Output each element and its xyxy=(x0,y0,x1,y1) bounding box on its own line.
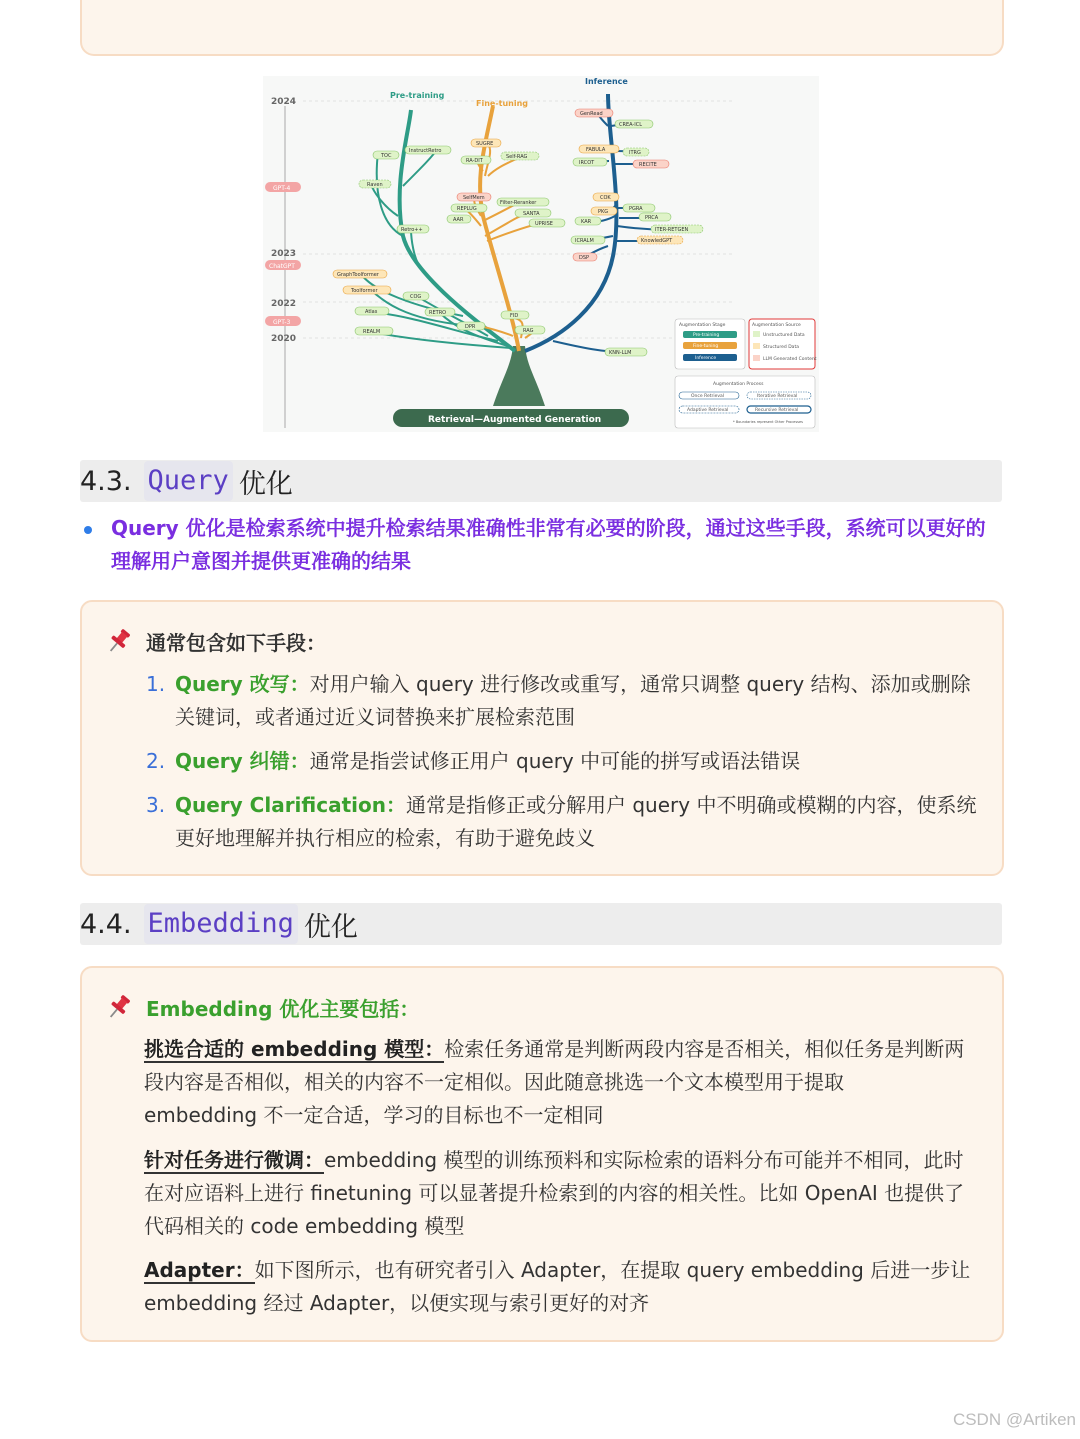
svg-text:Toolformer: Toolformer xyxy=(351,288,378,294)
year-2024: 2024 xyxy=(271,97,297,107)
svg-text:Iterative Retrieval: Iterative Retrieval xyxy=(757,394,798,399)
callout-title: 通常包含如下手段： xyxy=(146,630,326,655)
section-title-suffix: 优化 xyxy=(303,911,358,943)
svg-text:KNN-LLM: KNN-LLM xyxy=(609,350,632,356)
badge-gpt4: GPT-4 xyxy=(273,185,291,192)
svg-text:GraphToolformer: GraphToolformer xyxy=(337,272,379,278)
item-label: Query 改写： xyxy=(175,672,310,696)
para-line-1: 如下图所示，也有研究者引入 Adapter，在提取 query embedding 后进一步让 xyxy=(254,1258,971,1282)
node-knowledgpt xyxy=(637,236,683,244)
list-number: 3. xyxy=(146,793,166,817)
node-itrg xyxy=(623,148,649,156)
svg-text:Augmentation Stage: Augmentation Stage xyxy=(679,323,726,328)
embedding-paragraph xyxy=(144,1033,984,1132)
svg-text:Structured Data: Structured Data xyxy=(763,345,799,350)
node-radit xyxy=(461,156,491,164)
node-selfmem xyxy=(457,193,491,201)
svg-text:RA-DIT: RA-DIT xyxy=(466,158,483,164)
node-raven xyxy=(359,180,391,188)
node-icralm xyxy=(571,236,605,244)
node-dsp xyxy=(573,253,597,261)
para-line-2: embedding 经过 Adapter，以便实现与索引更好的对齐 xyxy=(144,1291,650,1315)
section-number: 4.3. xyxy=(80,465,132,497)
item-text-2: 关键词，或者通过近义词替换来扩展检索范围 xyxy=(175,705,575,729)
node-ircot xyxy=(573,158,607,166)
svg-text:Self-RAG: Self-RAG xyxy=(506,154,528,160)
item-text-1: 通常是指尝试修正用户 query 中可能的拼写或语法错误 xyxy=(309,749,801,773)
legend-source xyxy=(749,319,817,369)
para-lead: 挑选合适的 embedding 模型： xyxy=(144,1037,445,1061)
svg-text:RETRO: RETRO xyxy=(429,310,447,316)
svg-text:Recursive Retrieval: Recursive Retrieval xyxy=(755,408,799,413)
node-cok xyxy=(593,193,619,201)
year-2023: 2023 xyxy=(271,249,297,259)
svg-text:* Boundaries represent Other P: * Boundaries represent Other Processes xyxy=(733,420,803,424)
para-line-1: embedding 模型的训练预料和实际检索的语料分布可能并不相同，此时 xyxy=(324,1148,964,1172)
svg-text:RECITE: RECITE xyxy=(639,162,657,168)
svg-text:PRCA: PRCA xyxy=(645,215,659,221)
node-toc xyxy=(373,151,399,159)
svg-text:Augmentation Source: Augmentation Source xyxy=(752,323,801,328)
svg-text:SelfMem: SelfMem xyxy=(463,195,485,201)
node-genread xyxy=(575,109,613,117)
label-pretraining: Pre-training xyxy=(390,91,445,100)
svg-text:ICRALM: ICRALM xyxy=(575,238,594,244)
callout-title: Embedding 优化主要包括： xyxy=(146,996,420,1021)
node-selfrag xyxy=(501,152,539,160)
para-line-2: 段内容是否相似，相关的内容不一定相似。因此随意挑选一个文本模型用于提取 xyxy=(144,1070,844,1094)
rag-tree-figure xyxy=(263,76,819,432)
svg-text:SANTA: SANTA xyxy=(523,211,540,217)
svg-text:PGRA: PGRA xyxy=(629,206,643,212)
svg-text:TOC: TOC xyxy=(381,153,392,159)
svg-text:InstructRetro: InstructRetro xyxy=(409,148,442,154)
svg-text:Augmentation Process: Augmentation Process xyxy=(713,382,764,387)
svg-text:Once Retrieval: Once Retrieval xyxy=(691,394,725,399)
watermark: CSDN @Artiken xyxy=(952,1410,1076,1429)
query-intro-bullet xyxy=(84,512,1004,578)
callout-header xyxy=(104,626,326,656)
node-aar xyxy=(447,215,471,223)
node-retro xyxy=(425,308,455,316)
svg-text:Raven: Raven xyxy=(367,182,383,188)
svg-text:ITER-RETGEN: ITER-RETGEN xyxy=(655,227,689,233)
section-number: 4.4. xyxy=(80,908,132,940)
item-label: Query Clarification： xyxy=(175,793,406,817)
node-sugre xyxy=(471,139,501,147)
embedding-paragraph xyxy=(144,1254,984,1320)
legend-process xyxy=(675,376,815,428)
node-retropp xyxy=(397,225,429,233)
node-kar xyxy=(575,217,601,225)
svg-text:DPR: DPR xyxy=(465,324,476,330)
svg-text:REALM: REALM xyxy=(363,329,381,335)
node-fid xyxy=(501,311,529,319)
node-uprise xyxy=(529,219,565,227)
svg-text:FABULA: FABULA xyxy=(586,147,606,153)
svg-text:Fine-tuning: Fine-tuning xyxy=(693,344,719,349)
svg-text:COK: COK xyxy=(600,195,611,201)
svg-text:Unstructured Data: Unstructured Data xyxy=(763,333,805,338)
svg-text:AAR: AAR xyxy=(453,217,464,223)
list-number: 2. xyxy=(146,749,166,773)
inline-code: Embedding xyxy=(144,904,298,944)
node-replug xyxy=(451,204,487,212)
list-item xyxy=(146,745,986,778)
para-line-3: 代码相关的 code embedding 模型 xyxy=(144,1214,465,1238)
badge-gpt3: GPT-3 xyxy=(273,319,291,326)
previous-callout-bottom xyxy=(80,0,1004,56)
svg-text:Filter-Reranker: Filter-Reranker xyxy=(500,200,537,206)
svg-text:FID: FID xyxy=(510,313,519,319)
node-santa xyxy=(515,209,551,217)
svg-text:KAR: KAR xyxy=(581,219,592,225)
node-recite xyxy=(633,160,669,168)
node-toolformer xyxy=(343,286,391,294)
svg-text:LLM Generated Content: LLM Generated Content xyxy=(763,357,817,362)
node-pills xyxy=(333,109,703,356)
para-lead: 针对任务进行微调： xyxy=(144,1148,324,1172)
svg-text:UPRISE: UPRISE xyxy=(535,221,553,227)
para-lead: Adapter： xyxy=(144,1258,255,1282)
node-iter-retgen xyxy=(651,225,703,233)
svg-text:CREA-ICL: CREA-ICL xyxy=(619,122,642,128)
item-text-2: 更好地理解并执行相应的检索，有助于避免歧义 xyxy=(175,826,595,850)
list-item xyxy=(146,789,986,855)
section-4-3-heading xyxy=(80,460,1002,502)
node-realm xyxy=(355,327,393,335)
intro-line-2: 理解用户意图并提供更准确的结果 xyxy=(111,549,411,573)
svg-text:IRCOT: IRCOT xyxy=(579,160,595,166)
bullet-dot xyxy=(84,526,92,534)
list-number: 1. xyxy=(146,672,166,696)
intro-line-1: Query 优化是检索系统中提升检索结果准确性非常有必要的阶段，通过这些手段，系统可以更好的 xyxy=(111,516,986,540)
embedding-callout xyxy=(80,966,1004,1342)
node-graphtoolformer xyxy=(333,270,387,278)
list-item xyxy=(146,668,986,734)
node-pkg xyxy=(591,207,617,215)
para-line-2: 在对应语料上进行 finetuning 可以显著提升检索到的内容的相关性。比如 OpenAI 也提供了 xyxy=(144,1181,965,1205)
node-crea-icl xyxy=(615,120,653,128)
node-rag xyxy=(515,326,545,334)
node-atlas xyxy=(355,307,389,315)
node-knn-llm xyxy=(605,348,647,356)
svg-text:Retro++: Retro++ xyxy=(401,227,423,233)
svg-text:Pre-training: Pre-training xyxy=(693,333,720,338)
trunk-label: Retrieval—Augmented Generation xyxy=(428,415,602,425)
node-fabula xyxy=(579,145,619,153)
svg-text:SUGRE: SUGRE xyxy=(476,141,494,147)
node-dpr xyxy=(457,322,485,330)
legend-stage xyxy=(675,319,745,369)
node-cog xyxy=(403,292,429,300)
label-inference: Inference xyxy=(585,77,628,86)
callout-header xyxy=(104,992,419,1022)
node-pgra xyxy=(623,204,655,212)
svg-text:ITRG: ITRG xyxy=(629,150,641,156)
para-line-3: embedding 不一定合适，学习的目标也不一定相同 xyxy=(144,1103,604,1127)
node-instructretro xyxy=(405,146,451,154)
item-label: Query 纠错： xyxy=(175,749,310,773)
svg-text:KnowledGPT: KnowledGPT xyxy=(641,238,673,244)
pushpin-icon xyxy=(104,992,134,1022)
label-finetuning: Fine-tuning xyxy=(476,99,529,108)
year-2022: 2022 xyxy=(271,299,297,309)
svg-text:RAG: RAG xyxy=(523,328,534,334)
section-4-4-heading xyxy=(80,903,1002,945)
svg-text:DSP: DSP xyxy=(579,255,590,261)
item-text-1: 对用户输入 query 进行修改或重写，通常只调整 query 结构、添加或删除 xyxy=(309,672,971,696)
pushpin-icon xyxy=(104,626,134,656)
svg-text:PKG: PKG xyxy=(598,209,609,215)
item-text-1: 通常是指修正或分解用户 query 中不明确或模糊的内容，使系统 xyxy=(406,793,977,817)
para-line-1: 检索任务通常是判断两段内容是否相关，相似任务是判断两 xyxy=(444,1037,965,1061)
svg-text:COG: COG xyxy=(410,294,422,300)
year-2020: 2020 xyxy=(271,334,297,344)
svg-text:REPLUG: REPLUG xyxy=(457,206,477,212)
section-title-suffix: 优化 xyxy=(238,468,293,500)
inline-code: Query xyxy=(144,461,233,501)
svg-text:GenRead: GenRead xyxy=(580,111,603,117)
node-filter-reranker xyxy=(497,198,549,206)
svg-text:Adaptive Retrieval: Adaptive Retrieval xyxy=(687,408,729,413)
query-methods-callout xyxy=(80,600,1004,876)
badge-chatgpt: ChatGPT xyxy=(269,263,295,270)
embedding-paragraph xyxy=(144,1144,984,1243)
node-prca xyxy=(639,213,671,221)
svg-text:Inference: Inference xyxy=(695,356,717,361)
svg-text:Atlas: Atlas xyxy=(365,309,378,315)
